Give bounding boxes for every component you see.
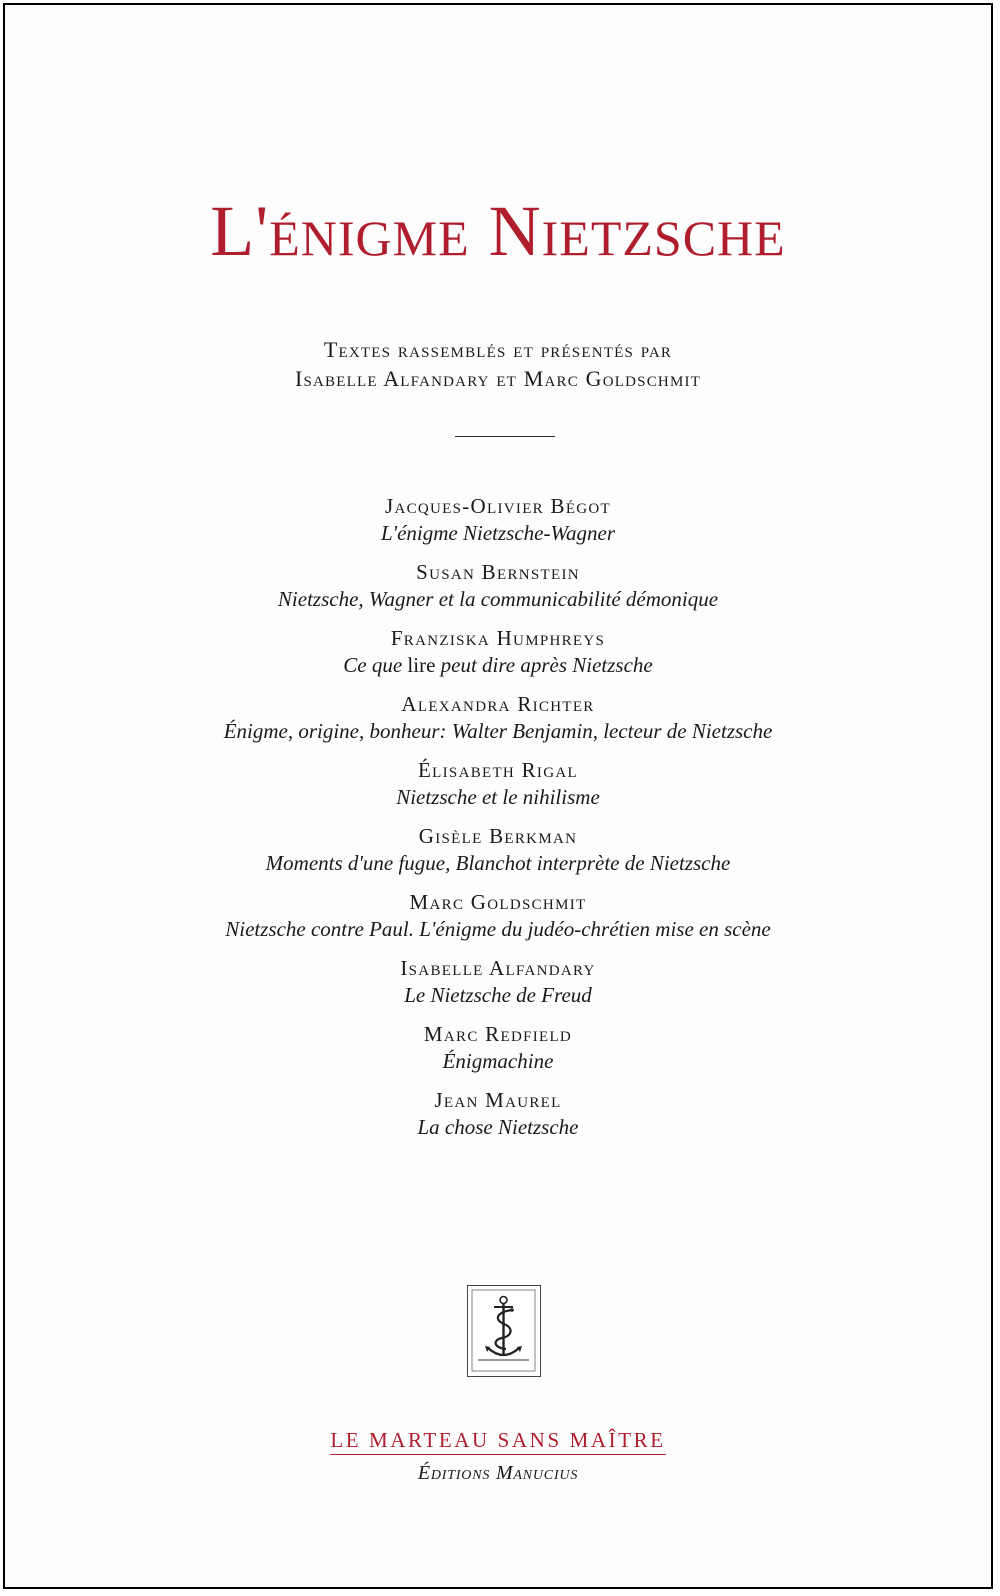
contributors-list bbox=[5, 493, 991, 1153]
editions-name: Éditions Manucius bbox=[417, 1462, 579, 1484]
contributor-essay-title: Nietzsche, Wagner et la communicabilité démonique bbox=[277, 587, 719, 611]
essay-title-part: peut dire après Nietzsche bbox=[435, 653, 653, 677]
contributor-author: Élisabeth Rigal bbox=[418, 758, 578, 782]
contributor-entry bbox=[5, 757, 991, 823]
contributor-entry bbox=[5, 493, 991, 559]
contributor-entry bbox=[5, 955, 991, 1021]
editors-line-1: Textes rassemblés et présentés par bbox=[323, 337, 673, 362]
contributor-author: Isabelle Alfandary bbox=[400, 956, 596, 980]
contributor-essay-title: Nietzsche et le nihilisme bbox=[396, 785, 600, 809]
contributor-entry bbox=[5, 823, 991, 889]
essay-title-part: Ce que bbox=[343, 653, 408, 677]
book-cover bbox=[3, 3, 993, 1589]
contributor-author: Jean Maurel bbox=[434, 1088, 562, 1112]
contributor-essay-title bbox=[5, 652, 991, 679]
contributor-entry bbox=[5, 691, 991, 757]
contributor-author: Franziska Humphreys bbox=[390, 626, 606, 650]
publisher-block bbox=[5, 1428, 991, 1485]
contributor-essay-title: Moments d'une fugue, Blanchot interprète de Nietzsche bbox=[265, 851, 731, 875]
contributor-essay-title: L'énigme Nietzsche-Wagner bbox=[380, 521, 616, 545]
essay-title-part-roman: lire bbox=[407, 653, 436, 677]
contributor-essay-title: Le Nietzsche de Freud bbox=[404, 983, 592, 1007]
editors-line-2: Isabelle Alfandary et Marc Goldschmit bbox=[294, 366, 702, 391]
contributor-essay-title: Nietzsche contre Paul. L'énigme du judéo-chrétien mise en scène bbox=[225, 917, 771, 941]
contributor-author: Marc Goldschmit bbox=[409, 890, 587, 914]
collection-name: LE MARTEAU SANS MAÎTRE bbox=[330, 1428, 665, 1455]
publisher-emblem bbox=[467, 1285, 541, 1377]
contributor-author: Susan Bernstein bbox=[416, 560, 580, 584]
contributor-entry bbox=[5, 625, 991, 691]
separator-rule bbox=[455, 436, 555, 437]
contributor-essay-title: Énigmachine bbox=[442, 1049, 554, 1073]
contributor-entry bbox=[5, 889, 991, 955]
book-title: L'énigme Nietzsche bbox=[210, 191, 786, 271]
contributor-author: Jacques-Olivier Bégot bbox=[384, 494, 612, 518]
contributor-author: Gisèle Berkman bbox=[418, 824, 578, 848]
anchor-serpent-emblem-icon bbox=[468, 1286, 539, 1375]
contributor-author: Marc Redfield bbox=[423, 1022, 573, 1046]
contributor-author: Alexandra Richter bbox=[401, 692, 595, 716]
contributor-entry bbox=[5, 559, 991, 625]
contributor-essay-title: La chose Nietzsche bbox=[417, 1115, 579, 1139]
contributor-entry bbox=[5, 1087, 991, 1153]
editors-credit bbox=[5, 335, 991, 393]
contributor-entry bbox=[5, 1021, 991, 1087]
contributor-essay-title: Énigme, origine, bonheur: Walter Benjamin, lecteur de Nietzsche bbox=[223, 719, 773, 743]
